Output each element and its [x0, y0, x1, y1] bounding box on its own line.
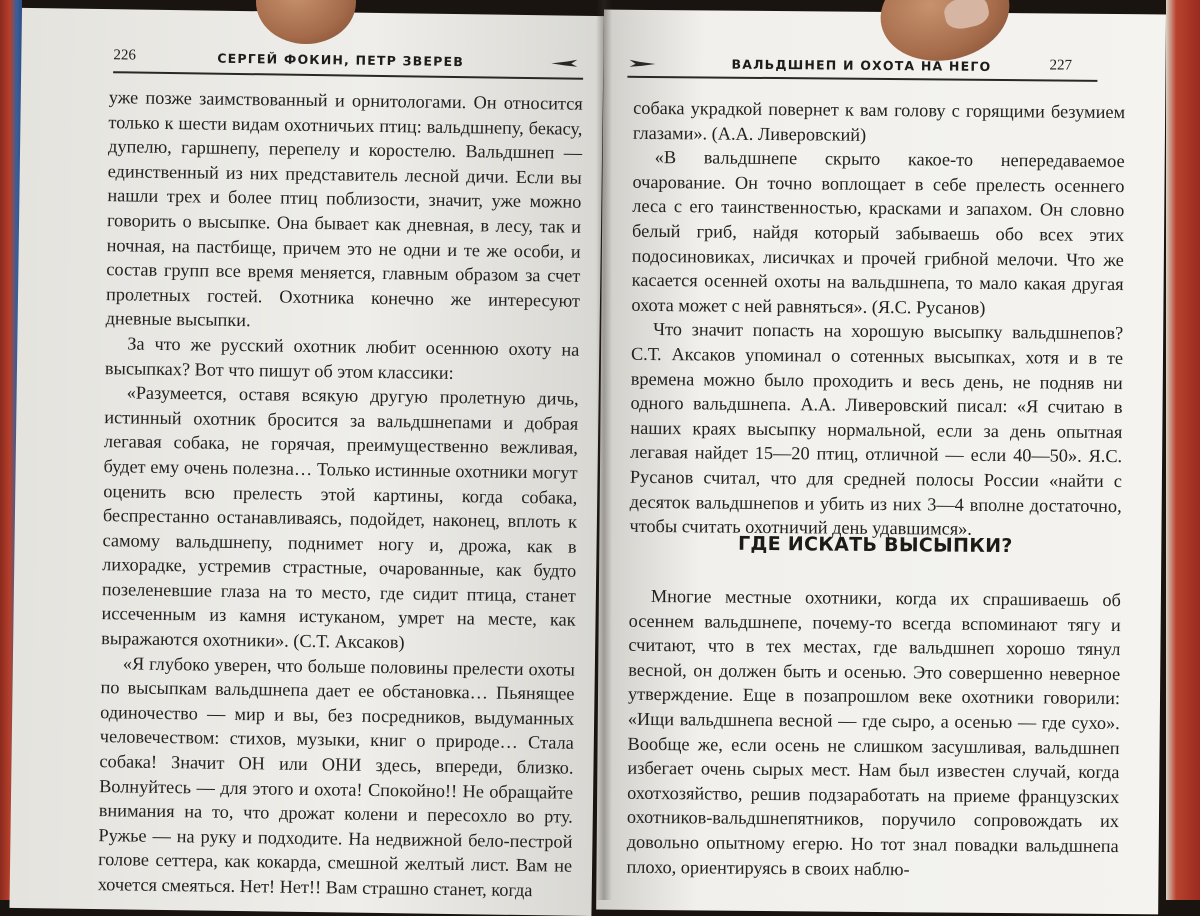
section-title: ГДЕ ИСКАТЬ ВЫСЫПКИ?	[737, 532, 1013, 558]
left-paragraph: «Я глубоко уверен, что больше половины прелести охоты по высыпкам вальдшнепа дает ее обстановка… Пьянящее одиночество — мир и вы, без посредников, выдуманных человечеством: стихов, музыки, книг о природе… Стала собака! Значит ОН или ОНИ здесь, впереди, близко. Волнуйтесь — для этого и охота! Спокойно!! Не обращайте внимания на то, что дрожат колени и пересохло во рту. Ружье — на руку и подходите. На недвижной бело-пестрой голове сеттера, как кокарда, смешной желтый лист. Вам не хочется смеяться. Нет! Нет!! Вам страшно станет, когда	[97, 653, 575, 901]
left-paragraph: За что же русский охотник любит осеннюю охоту на высыпках? Вот что пишут об этом классики:	[104, 333, 580, 383]
left-page-number: 226	[113, 47, 136, 64]
left-page	[9, 8, 604, 916]
right-page-body	[629, 96, 1125, 543]
right-paragraph: Что значит попасть на хорошую высыпку вальдшнепов? С.Т. Аксаков упоминал о сотенных высыпках, хотя и в те времена можно было проходить и весь день, не подняв ни одного вальдшнепа. А.А. Ливеровский писал: «Я считаю в наших краях высыпку нормальной, если за день опытная легавая найдет 15—20 птиц, отличной — если 40—50». Я.С. Русанов считал, что для средней полосы России «найти с десяток вальдшнепов и убить из них 3—4 вполне достаточно, чтобы считать охотничий день удавшимся».	[629, 319, 1124, 539]
left-header-rule	[113, 71, 583, 80]
right-page	[596, 10, 1166, 915]
left-page-body	[98, 85, 583, 903]
book-gutter	[596, 0, 612, 900]
left-paragraph: «Разумеется, оставя всякую другую пролетную дичь, истинный охотник бросится за вальдшнепами и добрая легавая собака, не горячая, преимущественно вежливая, будет ему очень полезна… Только истинные охотники могут оценить всю прелесть этой картины, когда собака, беспрестанно останавливаясь, подойдет, наконец, вплоть к самому вальдшнепу, поднимет ногу и, дрожа, как в лихорадке, устремив страстные, очарованные, как будто позеленевшие глаза на то место, где сидит птица, станет иссеченным из камня истуканом, умрет на месте, как выражаются охотники». (С.Т. Аксаков)	[101, 382, 579, 653]
right-paragraph: собака украдкой повернет к вам голову с горящими безумием глазами». (А.А. Ливеровский)	[632, 97, 1126, 145]
right-page-header	[603, 48, 1165, 77]
right-paragraph: «В вальдшнепе скрыто какое-то непередаваемое очарование. Он точно воплощает в себе прелесть осеннего леса с его таинственностью, красками и запахом. Он словно белый гриб, найдя который забываешь обо всех этих подосиновиках, лисичках и прочей грибной мелочи. Что же касается осенней охоты на вальдшнепа, то мало какая другая охота может с ней равняться». (Я.С. Русанов)	[631, 147, 1125, 318]
right-running-header: ВАЛЬДШНЕП И ОХОТА НА НЕГО	[731, 56, 992, 74]
right-section-body	[626, 584, 1121, 883]
right-section-paragraph: Многие местные охотники, когда их спрашиваешь об осеннем вальдшнепе, почему-то всегда вспоминают тягу и считают, что в тех местах, где вальдшнеп хорошо тянул весной, он должен быть и осенью. Это совершенно неверное утверждение. Еще в позапрошлом веке охотники говорили: «Ищи вальдшнепа весной — где сыро, а осенью — где сухо». Вообще же, если осень не слишком засушливая, вальдшнеп избегает очень сырых мест. Нам был известен случай, когда охотхозяйство, решив подзаработать на приеме французских охотников-вальдшнепятников, поручило сопровождать их довольно опытному егерю. Но тот знал повадки вальдшнепа плохо, ориентируясь в своих наблю-	[626, 585, 1121, 879]
left-running-header: СЕРГЕЙ ФОКИН, ПЕТР ЗВЕРЕВ	[217, 50, 465, 70]
left-paragraph: уже позже заимствованный и орнитологами. Он относится только к шести видам охотничьих птиц: вальдшнепу, бекасу, дупелю, гаршнепу, перепелу и коростелю. Вальдшнеп — единственный из них представитель лесной дичи. Если вы нашли трех и более птиц поблизости, значит, уже можно говорить о высыпке. Она бывает как дневная, в лесу, так и ночная, на пастбище, причем это не одни и те же особи, и состав групп все время меняется, главным образом за счет пролетных гостей. Охотника конечно же интересуют дневные высыпки.	[105, 87, 583, 331]
woodcock-ornament-icon	[549, 57, 579, 69]
book-cover-right-edge	[1166, 0, 1200, 900]
right-header-rule	[627, 76, 1097, 82]
woodcock-ornament-icon	[627, 58, 657, 70]
left-page-header	[21, 46, 603, 78]
right-page-number: 227	[1049, 57, 1073, 74]
thumbnail	[942, 0, 991, 32]
